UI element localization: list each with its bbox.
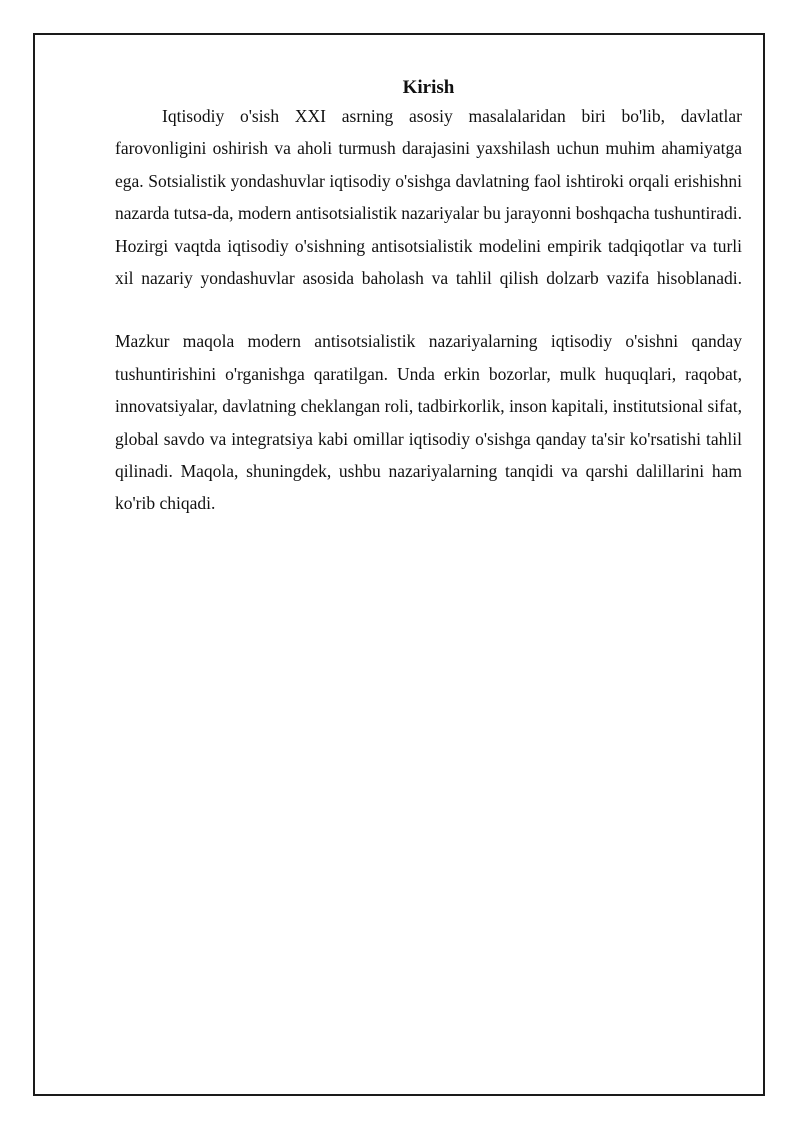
paragraph-intro: Iqtisodiy o'sish XXI asrning asosiy masalalaridan biri bo'lib, davlatlar farovonligini oshirish va aholi turmush darajasini yaxshilash uchun muhim ahamiyatga ega. Sotsialistik yondashuvlar iqtisodiy o'sishga davlatning faol ishtiroki orqali erishishni nazarda tutsa-da, modern antisotsialistik nazariyalar bu jarayonni boshqacha tushuntiradi. Hozirgi vaqtda iqtisodiy o'sishning antisotsialistik modelini empirik tadqiqotlar va turli xil nazariy yondashuvlar asosida baholash va tahlil qilish dolzarb vazifa hisoblanadi. xyxy=(115,106,742,289)
paragraph-spacer xyxy=(115,294,742,325)
document-body xyxy=(115,76,742,520)
paragraph-scope: Mazkur maqola modern antisotsialistik nazariyalarning iqtisodiy o'sishni qanday tushuntirishini o'rganishga qaratilgan. Unda erkin bozorlar, mulk huquqlari, raqobat, innovatsiyalar, davlatning cheklangan roli, tadbirkorlik, inson kapitali, institutsional sifat, global savdo va integratsiya kabi omillar iqtisodiy o'sishga qanday ta'sir ko'rsatishi tahlil qilinadi. Maqola, shuningdek, ushbu nazariyalarning tanqidi va qarshi dalillarini ham ko'rib chiqadi. xyxy=(115,331,742,514)
document-title: Kirish xyxy=(402,77,455,98)
